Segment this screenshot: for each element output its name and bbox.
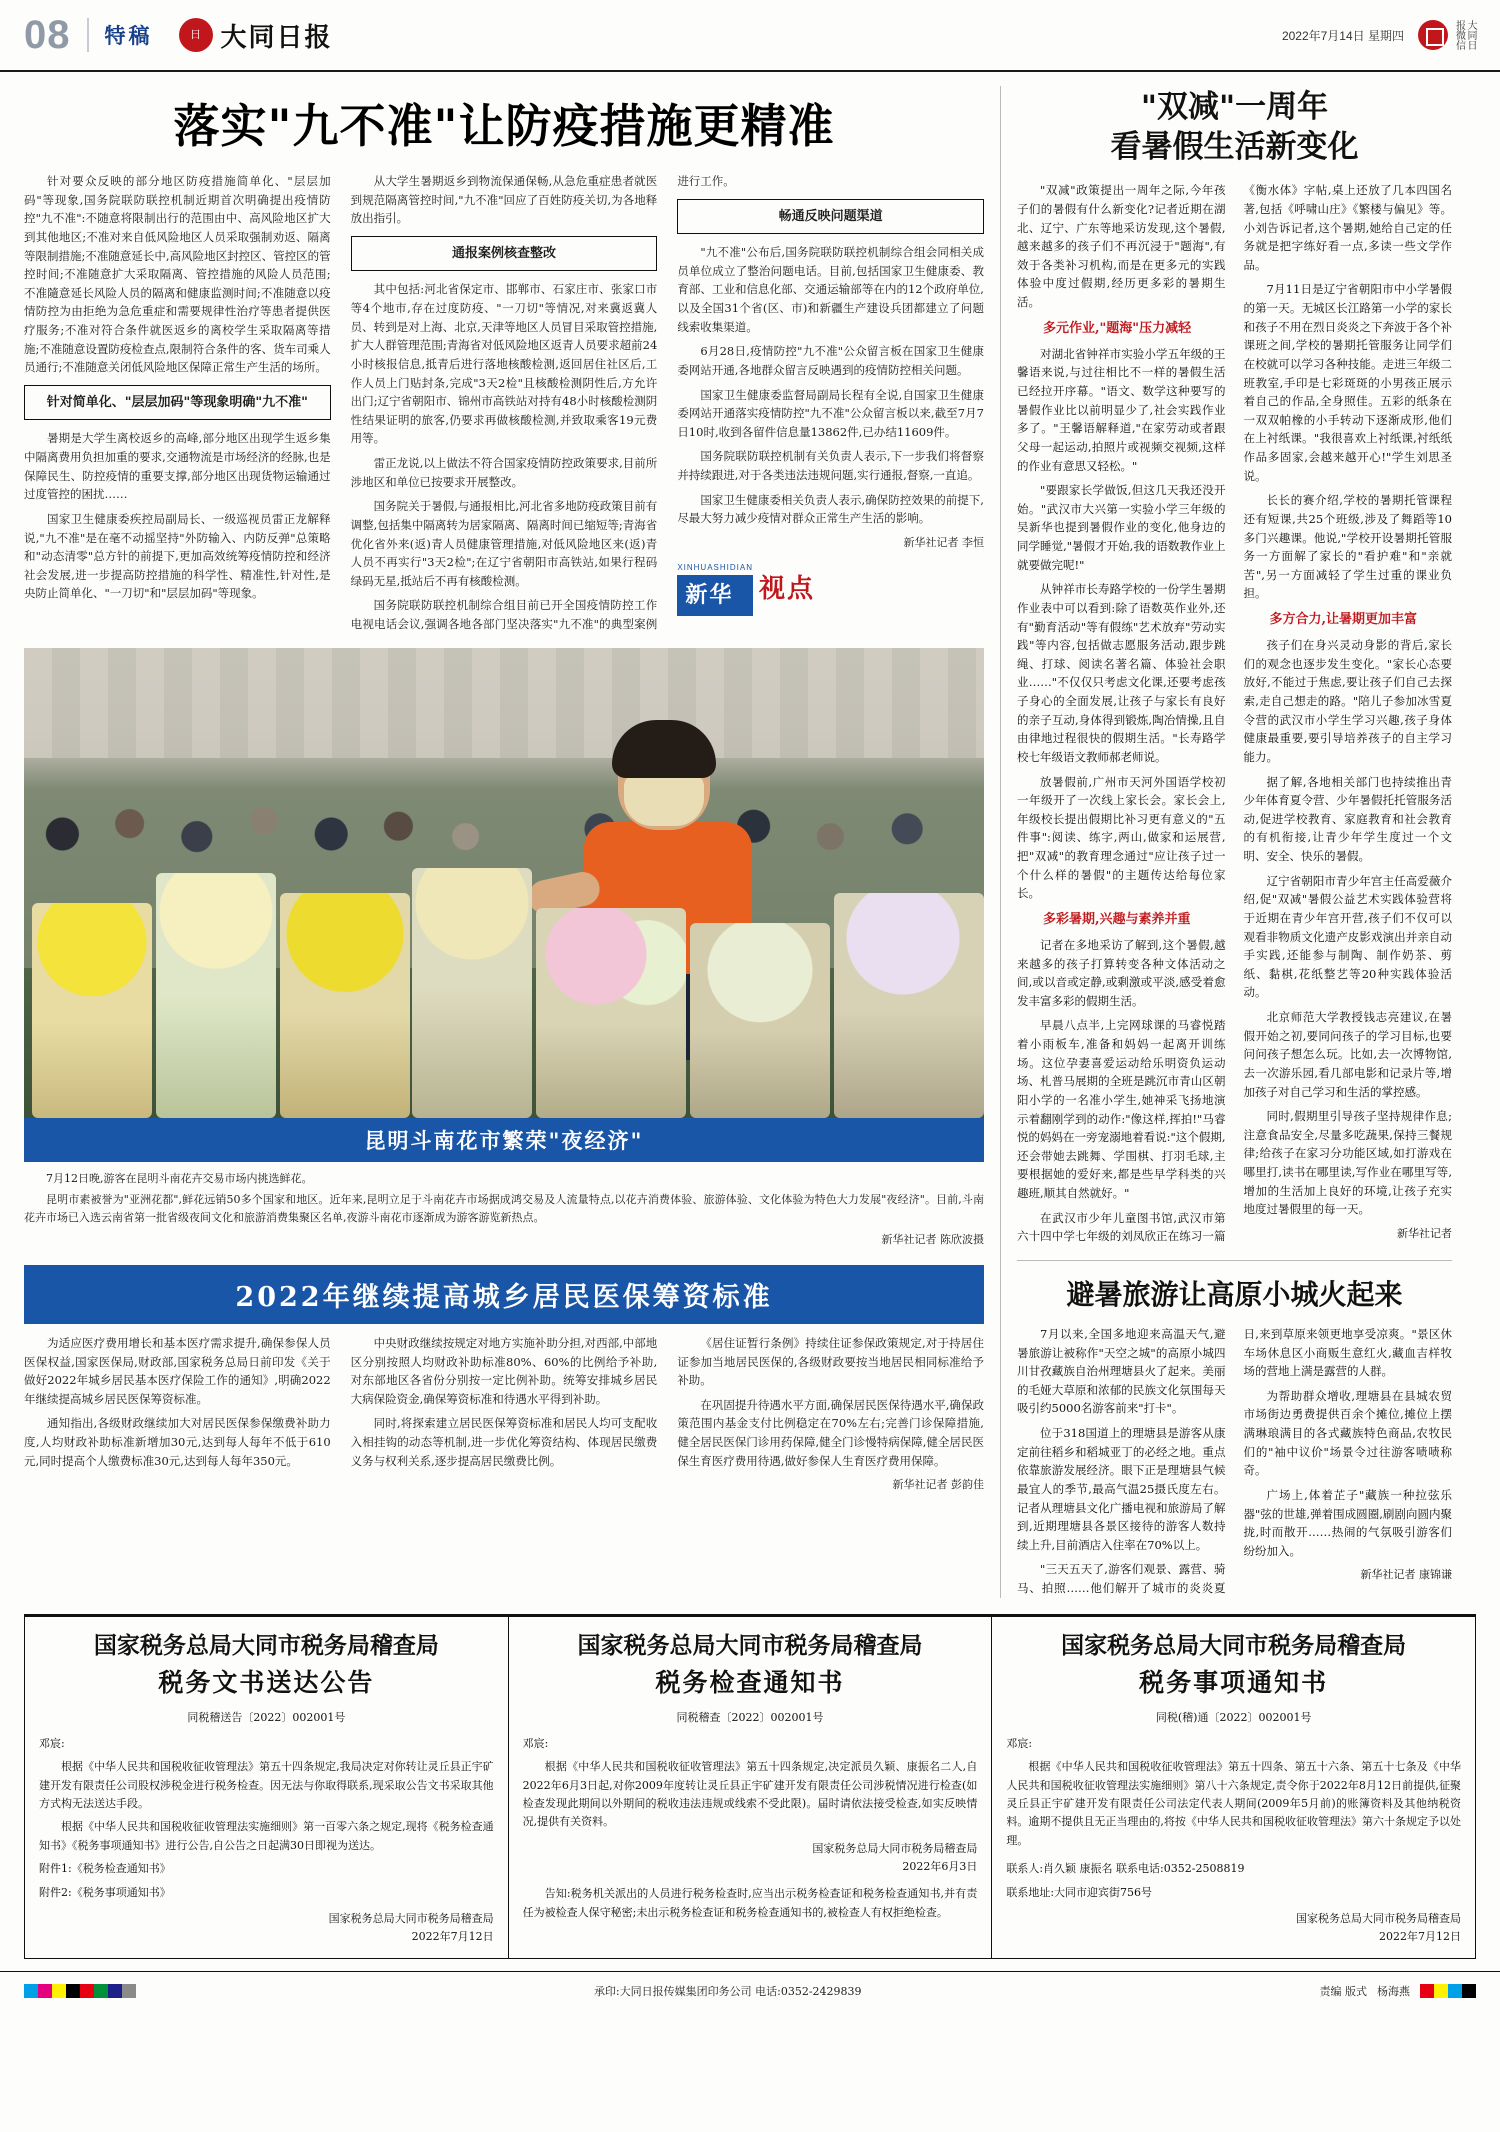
article-byline: 新华社记者 康锦谦 xyxy=(1360,1568,1452,1582)
paragraph: 在武汉市少年儿童图书馆,武汉市第六十四中学七年级的刘凤欣正在练习一篇《衡水体》字帖,桌上还放了几本四国名著,包括《呼啸山庄》《繁楼与偏见》等。小刘告诉记者,这个暑期,她给自己定的任务就是把字练好看一点,多读一些文学作品。 xyxy=(1017,183,1452,1244)
paragraph: "三天五天了,游客们观景、露营、骑马、拍照……他们解开了城市的炎炎夏日,来到草原来领更地享受凉爽。"景区休车场休息区小商贩生意红火,藏血吉样牧场的营地上满是露营的人群。 xyxy=(1017,1326,1452,1596)
photo-credit: 新华社记者 陈欣波摄 xyxy=(881,1233,984,1247)
section-title: 特稿 xyxy=(104,23,153,48)
paragraph: 从钟祥市长寿路学校的一份学生暑期作业表中可以看到:除了语数英作业外,还有"勤育活动"等有假练"艺术放弃"劳动实践"等内容,包括做志愿服务活动,跟步跳绳、打球、阅读名著名篇、体验社会职业……"不仅仅只考虑文化课,还要考虑孩子身心的全面发展,让孩子与家长有良好的亲子互动,身体得到锻炼,陶冶情操,且自由律地过程很快的假期生活。"长寿路学校七年级语文教师郝老师说。 xyxy=(1017,582,1226,764)
paragraph: 辽宁省朝阳市青少年宫主任高爱薇介绍,促"双减"暑假公益艺术实践体验营将于近期在青少年宫开营,孩子们不仅可以观看非物质文化遗产皮影戏演出并亲自动手实践,还能参与制陶、制作奶茶、剪纸、黏棋,花纸整艺等20种实践体验活动。 xyxy=(1243,873,1452,1000)
sign-org: 国家税务总局大同市税务局稽查局 xyxy=(812,1841,978,1855)
notice-body xyxy=(523,1735,978,1832)
masthead-right xyxy=(1282,20,1476,50)
qr-code-icon xyxy=(1418,20,1448,50)
paper-logo xyxy=(179,17,333,54)
paragraph: 对湖北省钟祥市实验小学五年级的王馨语来说,与过往相比不一样的暑假生活已经拉开序幕。"语文、数学这种要写的暑假作业比以前明显少了,社会实践作业多了。"王馨语解释道,"在家劳动或者跟父母一起运动,拍照片或视频交视频,这样的作业有意思又轻松。" xyxy=(1017,346,1226,473)
xinhua-viewpoint-badge xyxy=(677,562,984,617)
notice-doc-no: 同税稽送告〔2022〕002001号 xyxy=(187,1710,346,1724)
page-footer xyxy=(0,1971,1500,2011)
paragraph: 记者在多地采访了解到,这个暑假,越来越多的孩子打算转变各种文体活动之间,或以音或定静,或剩激或平淡,感受着愈发丰富多彩的假期生活。 xyxy=(1017,937,1226,1008)
sign-org: 国家税务总局大同市税务局稽查局 xyxy=(328,1912,494,1926)
paragraph: 国家卫生健康委疾控局副局长、一级巡视员雷正龙解释说,"九不准"是在毫不动摇坚持"外防输入、内防反弹"总策略和"动态清零"总方针的前提下,更加高效统筹疫情防控和经济社会发展,进一步提高防控措施的科学性、精准性,针对性,是央防止简单化、"一刀切"和"层层加码"等现象。 xyxy=(24,511,331,601)
notice-title: 税务事项通知书 xyxy=(1139,1667,1329,1697)
notice-signature xyxy=(523,1840,978,1875)
ceiling-detail xyxy=(24,648,984,758)
notice-3 xyxy=(992,1616,1476,1959)
paragraph: 国家卫生健康委相关负责人表示,确保防控效果的前提下,尽最大努力减少疫情对群众正常生产生活的影响。 xyxy=(677,492,984,526)
right-headline-2: 避暑旅游让高原小城火起来 xyxy=(1066,1277,1403,1311)
notice-title: 税务检查通知书 xyxy=(655,1667,845,1697)
paragraph: 为适应医疗费用增长和基本医疗需求提升,确保参保人员医保权益,国家医保局,财政部,国家税务总局日前印发《关于做好2022年城乡居民基本医疗保险工作的通知》,明确2022年继续提高城乡居民医保筹资标准。 xyxy=(24,1335,331,1406)
circle-logo-icon: 日 xyxy=(179,18,213,52)
paragraph: 放暑假前,广州市天河外国语学校初一年级开了一次线上家长会。家长会上,年级校长提出假期比补习更有意义的"五件事":阅读、练字,两山,做家和运展营,把"双减"的教育理念通过"应让孩子过一个什么样的暑假"的主题传达给每位家长。 xyxy=(1017,774,1226,901)
notice-footer-note xyxy=(523,1885,978,1922)
notice-org: 国家税务总局大同市税务局稽查局 xyxy=(577,1631,923,1659)
paragraph: 在巩固提升待遇水平方面,确保居民医保待遇水平,确保政策范围内基金支付比例稳定在70%左右;完善门诊保障措施,健全居民医保门诊用药保障,健全门诊慢特病保障,健全居民医保生育医疗费用待遇,做好参保人生育医疗费用保障。 xyxy=(677,1397,984,1468)
article-subhead: 多方合力,让暑期更加丰富 xyxy=(1269,612,1418,628)
masthead xyxy=(0,0,1500,72)
medicare-article-body xyxy=(24,1334,984,1494)
paragraph: 其中包括:河北省保定市、邯郸市、石家庄市、张家口市等4个地市,存在过度防疫、"一刀切"等情况,对来冀返冀人员、转到是对上海、北京,天津等地区人员冒目采取管控措施,扩大人群管理范围;青海省对低风险地区返青人员要求超前24小时核报信息,抵青后进行落地核酸检测,返回居住社区后,工作人员上门贴封条,完成"3天2检"且核酸检测阴性后,方允许出门;辽宁省朝阳市、锦州市高铁站对持有48小时核酸检测阴性结果证明的旅客,仍要求再做核酸检测,并致取乘客19元费用等。 xyxy=(350,282,658,446)
paragraph: 根据《中华人民共和国税收征收管理法》第五十四条规定,我局决定对你转让灵丘县正宇矿建开发有限责任公司股权涉税金进行税务检查。因无法与你取得联系,现采取公告文书采取其他方式构无法送达手段。 xyxy=(39,1760,494,1810)
left-column xyxy=(24,86,984,1598)
photo-caption-text xyxy=(24,1170,984,1249)
paragraph: 根据《中华人民共和国税收征收管理法实施细则》第一百零六条之规定,现将《税务检查通知书》《税务事项通知书》进行公告,自公告之日起满30日即视为送达。 xyxy=(39,1820,494,1852)
notice-body xyxy=(1006,1735,1461,1903)
paragraph: 《居住证暂行条例》持续住证参保政策规定,对于持居住证参加当地居民医保的,各级财政要按当地居民相同标准给予补助。 xyxy=(677,1335,984,1388)
page-number: 08 xyxy=(24,12,71,57)
paragraph: "要跟家长学做饭,但这几天我还没开始。"武汉市大兴第一实验小学三年级的吴新华也提到暑假作业的变化,他身边的同学睡觉,"暑假才开始,我的语数教作业上就要做完呢!" xyxy=(1017,483,1226,572)
notice-signature xyxy=(1006,1910,1461,1945)
main-headline: 落实"九不准"让防疫措施更精准 xyxy=(173,99,835,153)
article-subhead: 畅通反映问题渠道 xyxy=(677,199,984,235)
attachment: 附件2:《税务事项通知书》 xyxy=(39,1885,171,1899)
paragraph: 国务院联防联控机制综合组目前已开全国疫情防控工作电视电话会议,强调各地各部门坚决落实"九不准"的典型案例进行工作。 xyxy=(350,174,735,631)
main-article-body xyxy=(24,172,984,634)
article-subhead: 多彩暑期,兴趣与素养并重 xyxy=(1043,911,1191,927)
paragraph: 雷正龙说,以上做法不符合国家疫情防控政策要求,目前所涉地区和单位已按要求开展整改。 xyxy=(350,456,658,489)
print-info: 承印:大同日报传媒集团印务公司 电话:0352-2429839 xyxy=(593,1985,862,1999)
notice-doc-no: 同税稽查〔2022〕002001号 xyxy=(676,1710,824,1724)
paragraph: 国家卫生健康委监督局副局长程有全说,自国家卫生健康委网站开通落实疫情防控"九不准"公众留言板以来,截至7月7日10时,收到各留件信息量13862件,已办结11609件。 xyxy=(677,387,984,439)
article-byline: 新华社记者 李恒 xyxy=(903,535,984,549)
attachment: 附件1:《税务检查通知书》 xyxy=(39,1862,171,1876)
notice-addressee: 邓宸: xyxy=(522,1736,549,1750)
photo-block xyxy=(24,648,984,1249)
qr-badge[interactable] xyxy=(1418,20,1476,50)
article-byline: 新华社记者 彭韵佳 xyxy=(892,1478,984,1492)
paragraph: 从大学生暑期返乡到物流保通保畅,从急危重症患者就医到规范隔离管控时间,"九不准"回应了百姓防疫关切,为各地释放出指引。 xyxy=(350,174,658,226)
right-article-1-body xyxy=(1017,181,1452,1246)
right-article-2-body xyxy=(1017,1325,1452,1598)
sign-date: 2022年6月3日 xyxy=(902,1859,978,1873)
tax-notices xyxy=(24,1614,1476,1959)
article-subhead: 针对简单化、"层层加码"等现象明确"九不准" xyxy=(24,385,331,421)
viewpoint-label: 视点 xyxy=(759,573,816,604)
paragraph: 国务院联防联控机制有关负责人表示,下一步我们将督察并持续跟进,对于各类违法违规问题,实行通报,督察,一直追。 xyxy=(677,449,984,482)
paragraph: 国务院关于暑假,与通报相比,河北省多地防疫政策目前有调整,包括集中隔离转为居家隔离、隔离时间已缩短等;青海省优化省外来(返)青人员健康管理措施,对低风险地区来(返)青人员不再实行"3天2检";在辽宁省朝阳市高铁站,如果行程码绿码无星,抵站后不再有核酸检测。 xyxy=(350,499,658,588)
paragraph: 长长的赛介绍,学校的暑期托管课程还有短课,共25个班级,涉及了舞蹈等10多门兴趣课。他说,"学校开设暑期托管服务一方面解了家长的"看护难"和"亲就苦",另一方面减轻了学生过重的课业负担。 xyxy=(1243,493,1452,601)
photo-caption-title: 昆明斗南花市繁荣"夜经济" xyxy=(24,1118,984,1162)
divider xyxy=(87,18,89,52)
paragraph: 据了解,各地相关部门也持续推出青少年体育夏令营、少年暑假托托管服务活动,促进学校教育、家庭教育和社会教育的有机衔接,让青少年学生度过一个文明、安全、快乐的暑假。 xyxy=(1243,774,1452,864)
caption-line: 7月12日晚,游客在昆明斗南花卉交易市场内挑选鲜花。 xyxy=(46,1171,313,1185)
paragraph: "九不准"公布后,国务院联防联控机制综合组会同相关成员单位成立了整治问题电话。目前,包括国家卫生健康委、教育部、工业和信息化部、交通运输部等在内的12个政府单位,以及全国31个省(区、市)和新疆生产建设兵团都建立了问题线索收集渠道。 xyxy=(677,245,984,334)
paragraph: 根据《中华人民共和国税收征收管理法》第五十四条规定,决定派员久颖、康振名二人,自2022年6月3日起,对你2009年度转让灵丘县正宇矿建开发有限责任公司涉税情况进行检查(如检查发现此期间以外期间的税收违法违规或线索不受此限)。届时请依法接受检查,如实反映情况,提供有关资料。 xyxy=(522,1760,978,1829)
notice-addressee: 邓宸: xyxy=(1006,1736,1033,1750)
notice-signature xyxy=(39,1910,494,1945)
medicare-banner: 2022年继续提高城乡居民医保筹资标准 xyxy=(24,1265,984,1324)
paragraph: 同时,将探索建立居民医保筹资标准和居民人均可支配收入相挂钩的动态等机制,进一步优化筹资结构、体现居民缴费义务与权利关系,逐步提高居民缴费比例。 xyxy=(350,1416,658,1468)
credits-label: 责编 版式 xyxy=(1319,1985,1367,1999)
paragraph: 位于318国道上的理塘县是游客从康定前往稻乡和稻城亚丁的必经之地。重点依靠旅游发展经济。眼下正是理塘县气候最宜人的季节,最高气温25摄氏度左右。记者从理塘县文化广播电视和旅游局了解到,近期理塘县各景区接待的游客人数持续上升,目前酒店入住率在70%以上。 xyxy=(1017,1426,1226,1552)
divider xyxy=(1017,1260,1452,1261)
paragraph: 7月以来,全国多地迎来高温天气,避暑旅游让被称作"天空之城"的高原小城四川甘孜藏族自治州理塘县火了起来。美丽的毛娅大草原和浓郁的民族文化氛围每天吸引约5000名游客前来"打卡"。 xyxy=(1017,1326,1226,1416)
paragraph: 暑期是大学生离校返乡的高峰,部分地区出现学生返乡集中隔离费用负担加重的要求,交通物流是市场经济的经脉,也是保障民生、防控疫情的重要支撑,部分地区出现货物运输通过过度管控的困扰…… xyxy=(24,431,331,502)
qr-label: 大同日报微信 xyxy=(1453,20,1476,50)
credits-name: 杨海燕 xyxy=(1377,1985,1410,1999)
paragraph: 孩子们在身兴灵动身影的背后,家长们的观念也逐步发生变化。"家长心态要放好,不能过于焦虑,要让孩子们自己去探索,走自己想走的路。"陪儿子参加冰雪夏令营的武汉市小学生学习兴趣,孩子身体健康最重要,要引导培养孩子的自主学习能力。 xyxy=(1243,638,1452,764)
headline-line-2: 看暑假生活新变化 xyxy=(1110,128,1359,165)
color-swatches-left xyxy=(24,1984,136,1998)
paragraph: 同时,假期里引导孩子坚持规律作息;注意食品安全,尽量多吃蔬果,保持三餐规律;给孩子在家习分功能区域,如打游戏在哪里打,读书在哪里读,写作业在哪里写等,增加的生活加上良好的环境,让孩子充实地度过暑假里的每一天。 xyxy=(1243,1109,1452,1217)
notice-addressee: 邓宸: xyxy=(39,1736,65,1750)
sign-org: 国家税务总局大同市税务局稽查局 xyxy=(1296,1912,1462,1926)
paragraph: 早晨八点半,上完网球课的马睿悦踏着小雨板车,准备和妈妈一起离开训练场。这位孕妻喜爱运动给乐明资负运动场、札普马展期的全班是跳沉市青山区朝阳小学的一名准小学生,她神采飞扬地演示着翻刚学到的动作:"像这样,挥拍!"马睿悦的妈妈在一旁宠溺地着看说:"这个假期,还会带她去跳舞、学围棋、打羽毛球,主要根据她的爱好来,都是些早学科类的兴趣班,顺其自然就好。" xyxy=(1017,1018,1226,1201)
flower-buckets xyxy=(24,818,984,1118)
paragraph: 针对要众反映的部分地区防疫措施简单化、"层层加码"等现象,国务院联防联控机制近期首次明确提出疫情防控"九不准":不随意将限制出行的范围由中、高风险地区扩大到其他地区;不准对来自低风险地区人员采取强制劝返、隔离等限制措施;不准随意延长中,高风险地区封控区、管控区的管控时间;不准随意扩大采取隔离、管控措施的风险人员范围;不准隨意延长风险人员的隔离和健康监测时间;不准随意以疫情防控为由拒绝为急危重症和需要规律性治疗等患者提供医疗服务;不准对符合条件就医返乡的离校学生采取隔离等措施;不准随意设置防疫检查点,限制符合条件的客、货车司乘人员通行;不准随意关闭低风险地区保障正常生产生活的场所。 xyxy=(24,174,331,375)
paragraph: 通知指出,各级财政继续加大对居民医保参保缴费补助力度,人均财政补助标准新增加30元,达到每人每年不低于610元,同时提高个人缴费标准30元,达到每人每年350元。 xyxy=(24,1416,331,1468)
right-headline-1 xyxy=(1017,88,1452,167)
article-byline: 新华社记者 xyxy=(1397,1226,1452,1240)
paper-name: 大同日报 xyxy=(220,22,333,53)
xinhua-pinyin: XINHUASHIDIAN xyxy=(677,562,753,572)
paragraph: 7月11日是辽宁省朝阳市中小学暑假的第一天。无城区长江路第一小学的家长和孩子不用在烈日炎炎之下奔波于各个补课班之间,学校的暑期托管服务让同学们在校就可以学习各种技能。走进三年级二班教室,手印是七彩斑斑的小男孩正展示着自己的作品,全身照佳。五彩的纸条在一双双帕橡的小手转动下逐渐成形,他们在上衬纸课。"我很喜欢上衬纸课,衬纸纸作品多固家,会越来越开心!"学生刘思圣说。 xyxy=(1243,282,1452,483)
notice-doc-no: 同税(稽)通〔2022〕002001号 xyxy=(1155,1710,1312,1724)
notice-1 xyxy=(24,1616,509,1959)
caption-line: 昆明市素被誉为"亚洲花都",鲜花远销50多个国家和地区。近年来,昆明立足于斗南花卉市场据成鸿交易及人流量特点,以花卉消费体验、旅游体验、文化体验为特色大力发展"夜经济"。目前,斗南花卉市场已入选云南省第一批省级夜间文化和旅游消费集聚区名单,夜游斗南花市逐渐成为游客游览新热点。 xyxy=(24,1193,984,1225)
paragraph: 根据《中华人民共和国税收征收管理法》第五十四条、第五十六条、第五十七条及《中华人民共和国税收征收管理法实施细则》第八十六条规定,责令你于2022年8月12日前提供,征聚灵丘县正宇矿建开发有限责任公司法定代表人期间(2009年5月前)的账簿资料及其他纳税资料。逾期不提供且无正当理由的,将按《中华人民共和国税收征收管理法》第六十条规定予以处理。 xyxy=(1006,1760,1462,1847)
paragraph: 广场上,体着芷子"藏族一种拉弦乐器"弦的世雄,弹着围成圆圈,刷剧向圆内聚拢,时而散开……热闹的气氛吸引游客们纷纷加入。 xyxy=(1243,1487,1452,1558)
xinhua-label: 新华 xyxy=(677,575,753,617)
contact-address: 联系地址:大同市迎宾街756号 xyxy=(1006,1885,1153,1899)
contact-person: 联系人:肖久颖 康振名 联系电话:0352-2508819 xyxy=(1006,1862,1245,1876)
right-column xyxy=(1000,86,1452,1598)
paragraph: 中央财政继续按规定对地方实施补助分担,对西部,中部地区分别按照人均财政补助标准80%、60%的比例给予补助,对东部地区各省份分别按一定比例补助。统筹安排城乡居民大病保险资金,确保筹资标准和待遇水平得到补助。 xyxy=(350,1335,658,1406)
flower-market-photo xyxy=(24,648,984,1118)
paragraph: "双减"政策提出一周年之际,今年孩子们的暑假有什么新变化?记者近期在湖北、辽宁、广东等地采访发现,这个暑假,越来越多的孩子们不再沉浸于"题海",有效于各类补习机构,而是在更多元的实践体验中度过假期,经历更多彩的暑期生活。 xyxy=(1017,183,1226,310)
credits xyxy=(1320,1983,1477,1999)
paragraph: 为帮助群众增收,理塘县在县城农贸市场街边勇费提供百余个摊位,摊位上摆满琳琅满目的各式藏族特色商品,农牧民们的"袖中议价"场景令过往游客啧啧称奇。 xyxy=(1243,1388,1452,1478)
notice-org: 国家税务总局大同市税务局稽查局 xyxy=(1061,1631,1407,1659)
page-content xyxy=(0,72,1500,1598)
paragraph: 6月28日,疫情防控"九不准"公众留言板在国家卫生健康委网站开通,各地群众留言反映遇到的疫情防控相关问题。 xyxy=(677,344,984,377)
article-subhead: 通报案例核查整改 xyxy=(351,236,658,272)
headline-line-1: "双减"一周年 xyxy=(1140,89,1329,125)
article-subhead: 多元作业,"题海"压力减轻 xyxy=(1043,320,1192,336)
paragraph: 告知:税务机关派出的人员进行税务检查时,应当出示税务检查证和税务检查通知书,并有责任为被检查人保守秘密;未出示税务检查证和税务检查通知书的,被检查人有权拒绝检查。 xyxy=(522,1887,978,1919)
paragraph: 北京师范大学教授钱志亮建议,在暑假开始之初,要同问孩子的学习目标,也要问问孩子想怎么玩。比如,去一次博物馆,去一次游乐园,看几部电影和记录片等,增加孩子对自己学习和生活的掌控感。 xyxy=(1243,1010,1452,1099)
notice-title: 税务文书送达公告 xyxy=(158,1667,375,1697)
notice-body xyxy=(39,1735,494,1903)
color-swatches-right xyxy=(1420,1984,1476,1998)
notice-2 xyxy=(509,1616,993,1959)
notice-org: 国家税务总局大同市税务局稽查局 xyxy=(93,1631,439,1659)
sign-date: 2022年7月12日 xyxy=(1379,1929,1462,1943)
publish-date: 2022年7月14日 星期四 xyxy=(1281,28,1404,43)
sign-date: 2022年7月12日 xyxy=(411,1929,494,1943)
